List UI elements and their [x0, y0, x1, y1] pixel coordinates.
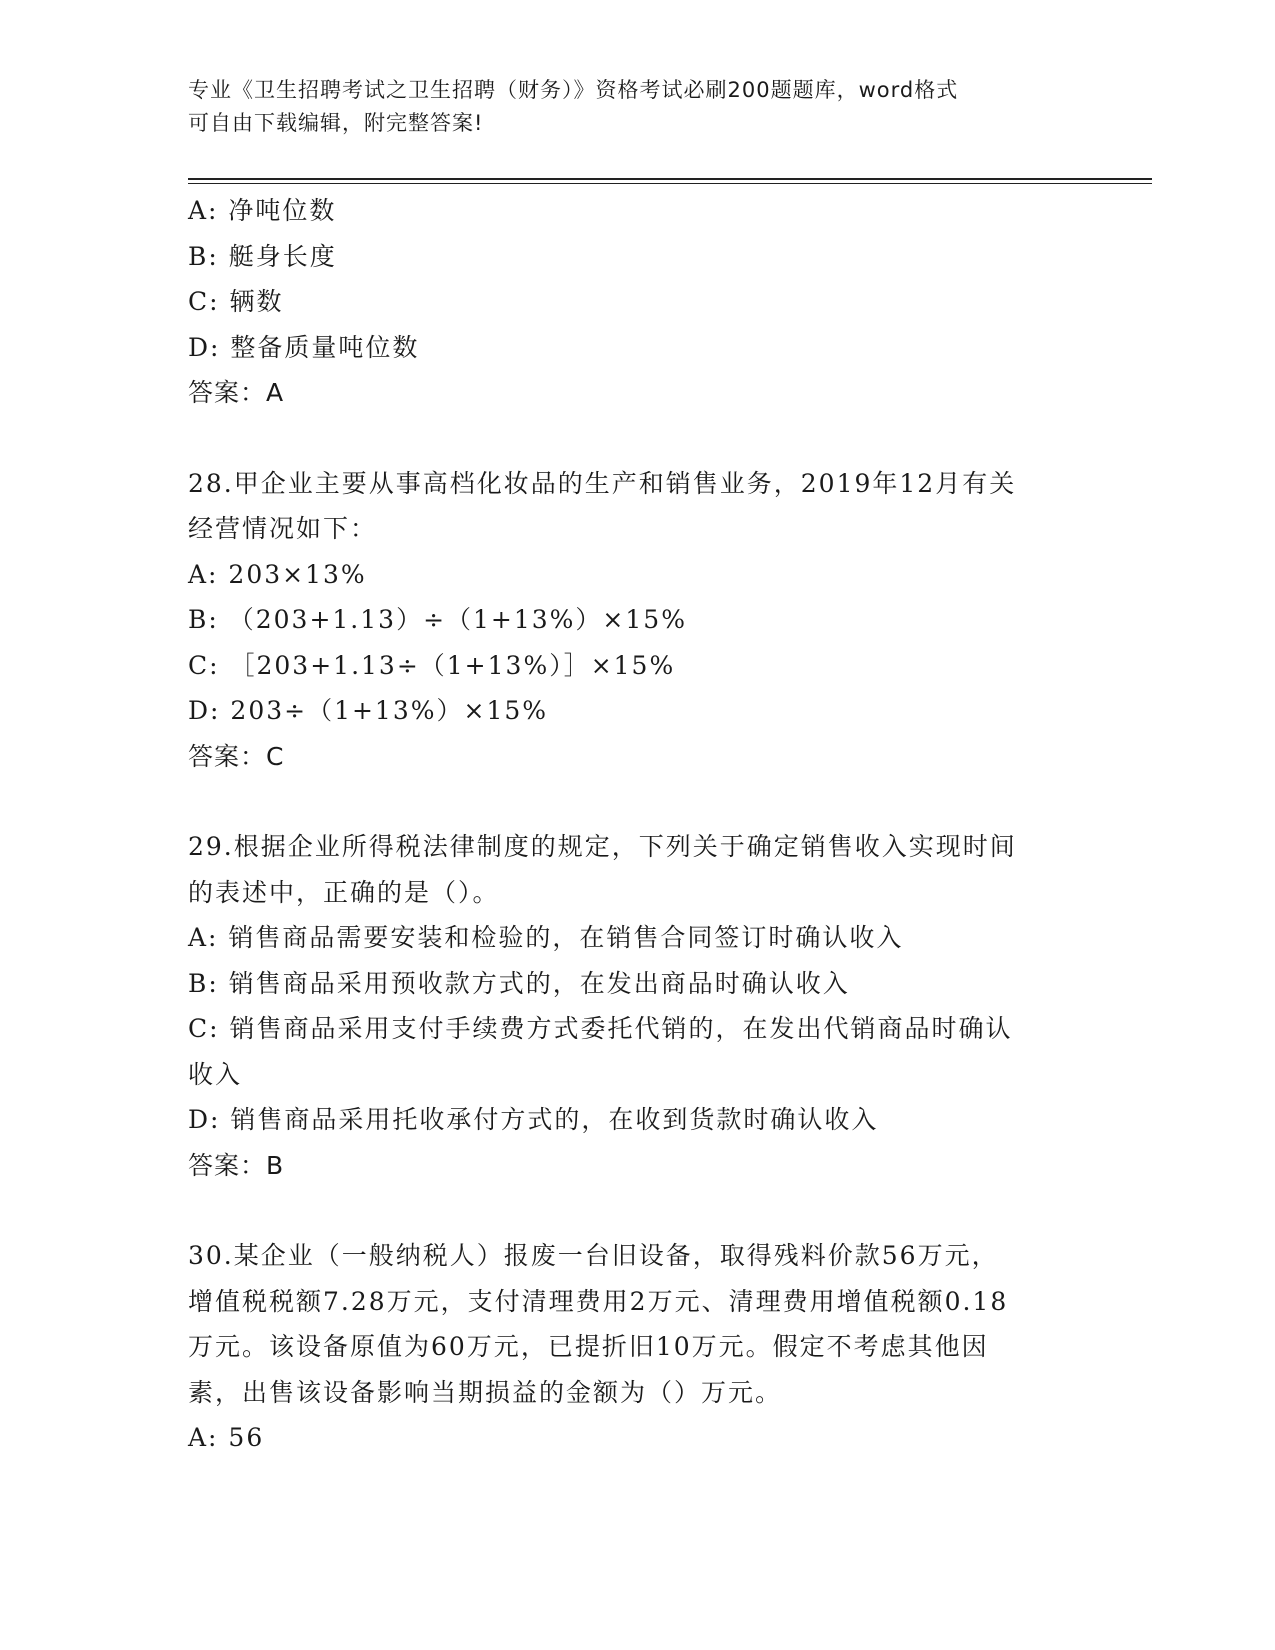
option-c: C: 辆数	[188, 287, 284, 316]
question-stem-line: 的表述中，正确的是（）。	[188, 877, 500, 907]
option-c-continued: 收入	[188, 1059, 243, 1089]
answer-label: 答案：B	[188, 1150, 285, 1180]
question-29	[188, 824, 1088, 1188]
question-content	[188, 188, 1088, 1461]
question-27-tail	[188, 188, 1088, 416]
question-stem-line: 增值税税额7.28万元，支付清理费用2万元、清理费用增值税额0.18	[188, 1286, 1009, 1316]
answer-label: 答案：C	[188, 741, 285, 771]
header-divider-thin	[188, 183, 1152, 184]
option-d: D: 销售商品采用托收承付方式的，在收到货款时确认收入	[188, 1105, 879, 1134]
option-c: C: ［203+1.13÷（1+13%）］×15%	[188, 650, 676, 680]
option-a: A: 净吨位数	[188, 196, 337, 225]
option-c: C: 销售商品采用支付手续费方式委托代销的，在发出代销商品时确认	[188, 1014, 1013, 1043]
document-header	[188, 74, 1068, 140]
header-line-2: 可自由下载编辑，附完整答案!	[188, 111, 484, 135]
question-stem-line: 万元。该设备原值为60万元，已提折旧10万元。假定不考虑其他因	[188, 1332, 989, 1361]
question-stem-line: 经营情况如下：	[188, 514, 378, 543]
question-stem-line: 28.甲企业主要从事高档化妆品的生产和销售业务，2019年12月有关	[188, 468, 1017, 498]
question-30	[188, 1233, 1088, 1461]
answer-label: 答案：A	[188, 378, 285, 407]
header-divider-thick	[188, 178, 1152, 180]
option-b: B: 艇身长度	[188, 241, 337, 271]
question-stem-line: 29.根据企业所得税法律制度的规定，下列关于确定销售收入实现时间	[188, 832, 1017, 861]
question-stem-line: 30.某企业（一般纳税人）报废一台旧设备，取得残料价款56万元，	[188, 1241, 999, 1270]
option-d: D: 203÷（1+13%）×15%	[188, 696, 549, 725]
option-a: A: 56	[188, 1423, 265, 1452]
question-28	[188, 461, 1088, 780]
option-a: A: 销售商品需要安装和检验的，在销售合同签订时确认收入	[188, 923, 904, 952]
header-line-1: 专业《卫生招聘考试之卫生招聘（财务）》资格考试必刷200题题库，word格式	[188, 78, 959, 102]
option-d: D: 整备质量吨位数	[188, 332, 420, 362]
option-a: A: 203×13%	[188, 559, 367, 589]
option-b: B: （203+1.13）÷（1+13%）×15%	[188, 605, 687, 634]
option-b: B: 销售商品采用预收款方式的，在发出商品时确认收入	[188, 968, 850, 998]
question-stem-line: 素，出售该设备影响当期损益的金额为（）万元。	[188, 1377, 783, 1407]
